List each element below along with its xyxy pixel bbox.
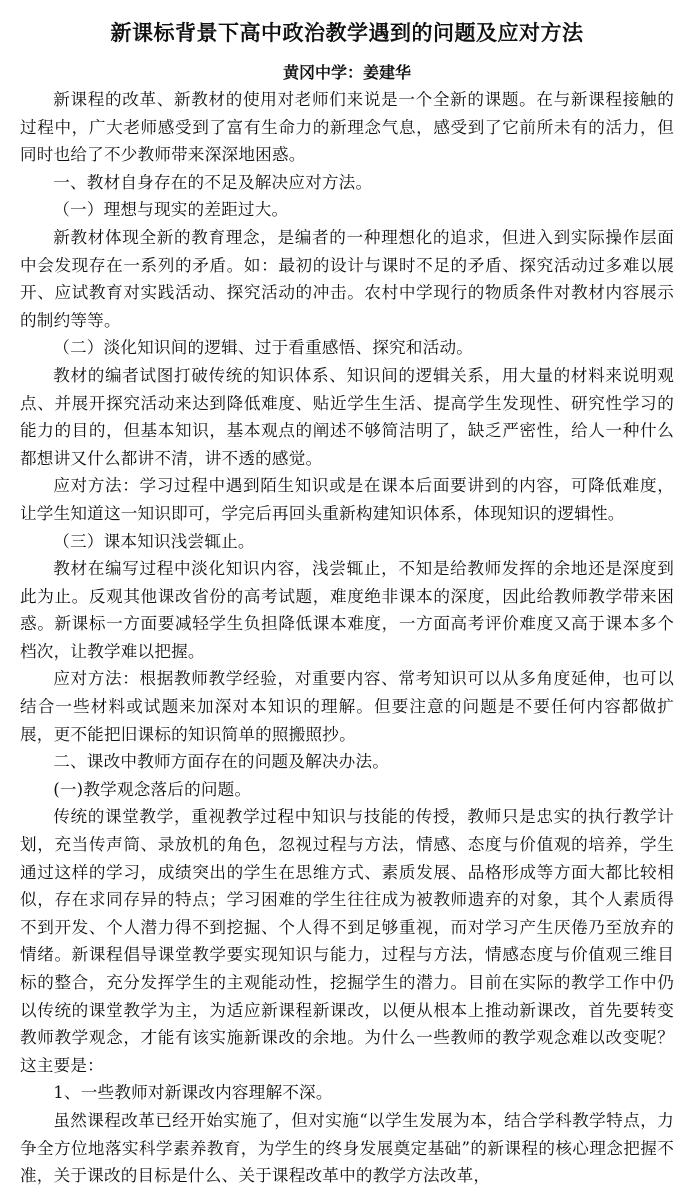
paragraph: 教材在编写过程中淡化知识内容，浅尝辄止，不知是给教师发挥的余地还是深度到此为止。反观其他课改省份的高考试题，难度绝非课本的深度，因此给教师教学带来困惑。新课标一方面要减轻学生负担降低课本难度，一方面高考评价难度又高于课本多个档次，让教学难以把握。 <box>20 559 674 661</box>
section-heading: 一、教材自身存在的不足及解决应对方法。 <box>53 172 373 192</box>
section-heading: 二、课改中教师方面存在的问题及解决办法。 <box>53 752 390 772</box>
document-body <box>20 86 674 1190</box>
paragraph: 传统的课堂教学，重视教学过程中知识与技能的传授，教师只是忠实的执行教学计划，充当传声筒、录放机的角色，忽视过程与方法，情感、态度与价值观的培养，学生通过这样的学习，成绩突出的学生在思维方式、素质发展、品格形成等方面大都比较相似，存在求同存异的特点；学习困难的学生往往成为被教师遗弃的对象，其个人素质得不到开发、个人潜力得不到挖掘、个人得不到足够重视，而对学习产生厌倦乃至放弃的情绪。新课程倡导课堂教学要实现知识与能力，过程与方法，情感态度与价值观三维目标的整合，充分发挥学生的主观能动性，挖掘学生的潜力。目前在实际的教学工作中仍以传统的课堂教学为主，为适应新课程新课改，以便从根本上推动新课改，首先要转变教师教学观念，才能有该实施新课改的余地。为什么一些教师的教学观念难以改变呢？这主要是： <box>20 807 674 1075</box>
subsection-heading: (一)教学观念落后的问题。 <box>53 779 252 799</box>
document-title: 新课标背景下高中政治教学遇到的问题及应对方法 <box>110 21 584 45</box>
subsection-heading: （三）课本知识浅尝辄止。 <box>53 531 255 551</box>
subsection-heading: （二）淡化知识间的逻辑、过于看重感悟、探究和活动。 <box>53 338 474 358</box>
paragraph: 新教材体现全新的教育理念，是编者的一种理想化的追求，但进入到实际操作层面中会发现存在一系列的矛盾。如：最初的设计与课时不足的矛盾、探究活动过多难以展开、应试教育对实践活动、探究活动的冲击。农村中学现行的物质条件对教材内容展示的制约等等。 <box>20 227 674 330</box>
paragraph: 教材的编者试图打破传统的知识体系、知识间的逻辑关系，用大量的材料来说明观点、并展开探究活动来达到降低难度、贴近学生生活、提高学生发现性、研究性学习的能力的目的，但基本知识，基本观点的阐述不够简洁明了，缺乏严密性，给人一种什么都想讲又什么都讲不清，讲不透的感觉。 <box>20 365 674 468</box>
author-line: 黄冈中学：姜建华 <box>282 63 411 82</box>
paragraph: 应对方法：学习过程中遇到陌生知识或是在课本后面要讲到的内容，可降低难度，让学生知道这一知识即可，学完后再回头重新构建知识体系，体现知识的逻辑性。 <box>20 476 674 523</box>
paragraph: 新课程的改革、新教材的使用对老师们来说是一个全新的课题。在与新课程接触的过程中，广大老师感受到了富有生命力的新理念气息，感受到了它前所未有的活力，但同时也给了不少教师带来深深地困惑。 <box>20 90 674 165</box>
list-item-heading: 1、一些教师对新课改内容理解不深。 <box>53 1083 333 1103</box>
paragraph: 应对方法：根据教师教学经验，对重要内容、常考知识可以从多角度延伸，也可以结合一些材料或试题来加深对本知识的理解。但要注意的问题是不要任何内容都做扩展，更不能把旧课标的知识简单的照搬照抄。 <box>20 669 674 744</box>
subsection-heading: （一）理想与现实的差距过大。 <box>53 200 289 220</box>
paragraph: 虽然课程改革已经开始实施了，但对实施“以学生发展为本，结合学科教学特点，力争全方位地落实科学素养教育，为学生的终身发展奠定基础”的新课程的核心理念把握不准，关于课改的目标是什么、关于课程改革中的教学方法改革， <box>20 1110 674 1186</box>
